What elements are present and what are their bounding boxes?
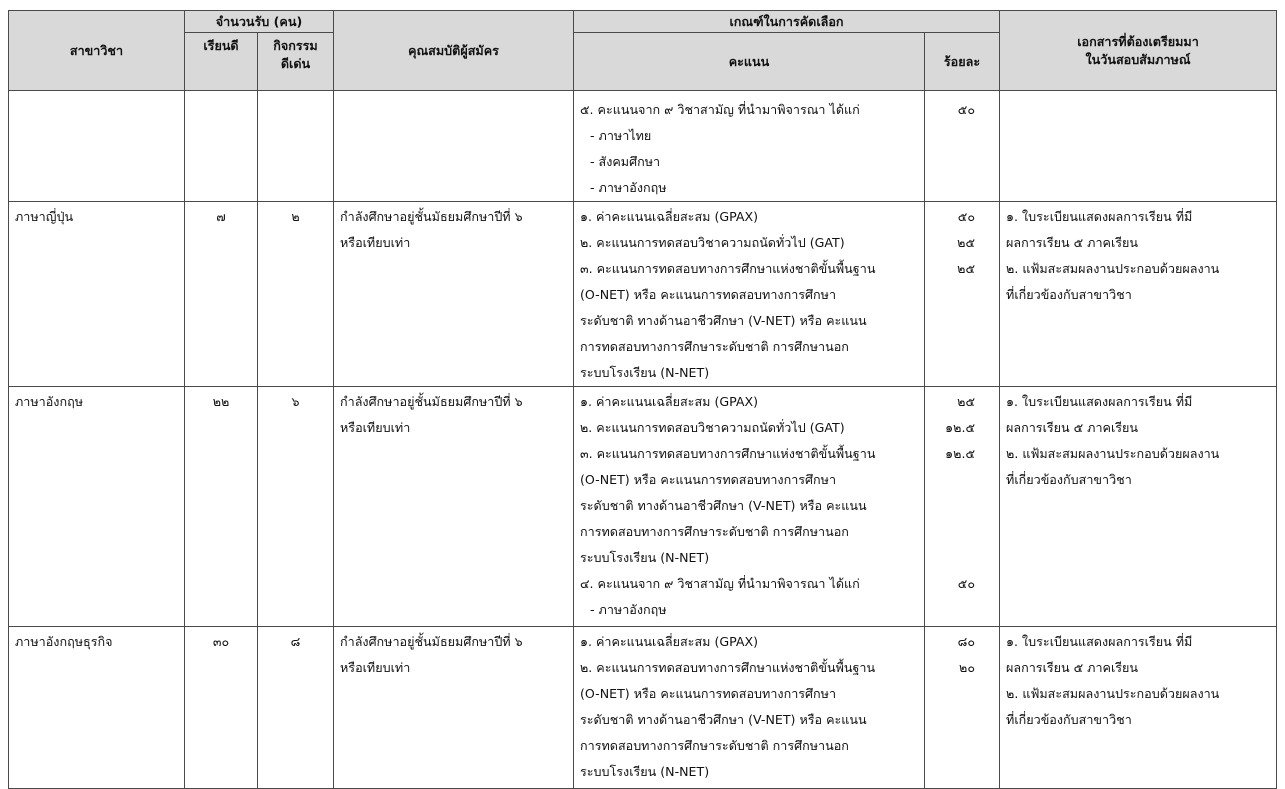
score-line: ๑. ค่าคะแนนเฉลี่ยสะสม (GPAX) <box>580 394 759 409</box>
score-line: - ภาษาอังกฤษ <box>590 180 667 195</box>
score-line: (O-NET) หรือ คะแนนการทดสอบทางการศึกษา <box>580 686 837 701</box>
cell-percent <box>925 627 1000 789</box>
cell-major: ภาษาอังกฤษ <box>9 387 185 627</box>
percent-value: ๒๕ <box>957 394 976 409</box>
header-percent: ร้อยละ <box>925 33 1000 91</box>
cell-score <box>574 627 925 789</box>
cell-qualification: กำลังศึกษาอยู่ชั้นมัธยมศึกษาปีที่ ๖ หรือเทียบเท่า <box>334 202 574 387</box>
score-line: ระดับชาติ ทางด้านอาชีวศึกษา (V-NET) หรือ คะแนน <box>580 712 867 727</box>
table-row <box>9 627 1277 789</box>
percent-value: ๘๐ <box>957 634 976 649</box>
score-line: การทดสอบทางการศึกษาระดับชาติ การศึกษานอก <box>580 738 849 753</box>
score-line: ๓. คะแนนการทดสอบทางการศึกษาแห่งชาติขั้นพื้นฐาน <box>580 261 876 276</box>
cell-percent <box>925 91 1000 202</box>
header-major: สาขาวิชา <box>9 11 185 91</box>
header-quota-activity: กิจกรรม ดีเด่น <box>258 33 334 91</box>
score-line: (O-NET) หรือ คะแนนการทดสอบทางการศึกษา <box>580 472 837 487</box>
cell-score <box>574 202 925 387</box>
score-line: การทดสอบทางการศึกษาระดับชาติ การศึกษานอก <box>580 524 849 539</box>
score-line: ๒. คะแนนการทดสอบวิชาความถนัดทั่วไป (GAT) <box>580 235 845 250</box>
score-line: ๒. คะแนนการทดสอบวิชาความถนัดทั่วไป (GAT) <box>580 420 845 435</box>
table-row <box>9 387 1277 627</box>
cell-major: ภาษาอังกฤษธุรกิจ <box>9 627 185 789</box>
cell-major <box>9 91 185 202</box>
score-line: (O-NET) หรือ คะแนนการทดสอบทางการศึกษา <box>580 287 837 302</box>
cell-activity: ๒ <box>258 202 334 387</box>
header-documents: เอกสารที่ต้องเตรียมมา ในวันสอบสัมภาษณ์ <box>1000 11 1277 91</box>
cell-percent <box>925 387 1000 627</box>
percent-value <box>925 545 999 571</box>
percent-value <box>925 493 999 519</box>
header-quota: จำนวนรับ (คน) <box>185 11 334 33</box>
percent-value: ๕๐ <box>957 209 976 224</box>
score-line: - สังคมศึกษา <box>590 154 661 169</box>
cell-study: ๒๒ <box>185 387 258 627</box>
score-line: ระดับชาติ ทางด้านอาชีวศึกษา (V-NET) หรือ คะแนน <box>580 313 867 328</box>
percent-value: ๒๕ <box>957 235 976 250</box>
cell-study: ๓๐ <box>185 627 258 789</box>
score-line: ๑. ค่าคะแนนเฉลี่ยสะสม (GPAX) <box>580 634 759 649</box>
cell-documents: ๑. ใบระเบียนแสดงผลการเรียน ที่มี ผลการเรียน ๕ ภาคเรียน ๒. แฟ้มสะสมผลงานประกอบด้วยผลงาน ที่เกี่ยวข้องกับสาขาวิชา <box>1000 202 1277 387</box>
percent-value: ๑๒.๕ <box>945 446 976 461</box>
score-line: ๕. คะแนนจาก ๙ วิชาสามัญ ที่นำมาพิจารณา ได้แก่ <box>580 102 860 117</box>
percent-value: ๒๐ <box>959 660 976 675</box>
cell-activity: ๘ <box>258 627 334 789</box>
cell-documents: ๑. ใบระเบียนแสดงผลการเรียน ที่มี ผลการเรียน ๕ ภาคเรียน ๒. แฟ้มสะสมผลงานประกอบด้วยผลงาน ที่เกี่ยวข้องกับสาขาวิชา <box>1000 387 1277 627</box>
percent-value: ๒๕ <box>957 261 976 276</box>
cell-qualification <box>334 91 574 202</box>
cell-qualification: กำลังศึกษาอยู่ชั้นมัธยมศึกษาปีที่ ๖ หรือเทียบเท่า <box>334 627 574 789</box>
score-line: ๔. คะแนนจาก ๙ วิชาสามัญ ที่นำมาพิจารณา ได้แก่ <box>580 576 860 591</box>
score-line: - ภาษาไทย <box>590 128 652 143</box>
score-line: ๒. คะแนนการทดสอบทางการศึกษาแห่งชาติขั้นพื้นฐาน <box>580 660 876 675</box>
header-qualification: คุณสมบัติผู้สมัคร <box>334 11 574 91</box>
score-line: ระบบโรงเรียน (N-NET) <box>580 764 710 779</box>
percent-value: ๕๐ <box>957 102 976 117</box>
cell-study: ๗ <box>185 202 258 387</box>
table-row <box>9 91 1277 202</box>
cell-percent <box>925 202 1000 387</box>
score-line: การทดสอบทางการศึกษาระดับชาติ การศึกษานอก <box>580 339 849 354</box>
score-line: ระบบโรงเรียน (N-NET) <box>580 550 710 565</box>
score-line: ระดับชาติ ทางด้านอาชีวศึกษา (V-NET) หรือ คะแนน <box>580 498 867 513</box>
score-line: - ภาษาอังกฤษ <box>590 602 667 617</box>
percent-value: ๕๐ <box>957 576 976 591</box>
cell-activity: ๖ <box>258 387 334 627</box>
cell-qualification: กำลังศึกษาอยู่ชั้นมัธยมศึกษาปีที่ ๖ หรือเทียบเท่า <box>334 387 574 627</box>
cell-documents <box>1000 91 1277 202</box>
cell-study <box>185 91 258 202</box>
score-line: ๑. ค่าคะแนนเฉลี่ยสะสม (GPAX) <box>580 209 759 224</box>
percent-value <box>925 519 999 545</box>
percent-value: ๑๒.๕ <box>945 420 976 435</box>
admission-criteria-table <box>8 10 1277 789</box>
cell-activity <box>258 91 334 202</box>
header-score: คะแนน <box>574 33 925 91</box>
score-line: ระบบโรงเรียน (N-NET) <box>580 365 710 380</box>
table-row <box>9 202 1277 387</box>
cell-major: ภาษาญี่ปุ่น <box>9 202 185 387</box>
cell-documents: ๑. ใบระเบียนแสดงผลการเรียน ที่มี ผลการเรียน ๕ ภาคเรียน ๒. แฟ้มสะสมผลงานประกอบด้วยผลงาน ที่เกี่ยวข้องกับสาขาวิชา <box>1000 627 1277 789</box>
cell-score <box>574 387 925 627</box>
score-line: ๓. คะแนนการทดสอบทางการศึกษาแห่งชาติขั้นพื้นฐาน <box>580 446 876 461</box>
percent-value <box>925 467 999 493</box>
header-quota-study: เรียนดี <box>185 33 258 91</box>
header-criteria: เกณฑ์ในการคัดเลือก <box>574 11 1000 33</box>
cell-score <box>574 91 925 202</box>
